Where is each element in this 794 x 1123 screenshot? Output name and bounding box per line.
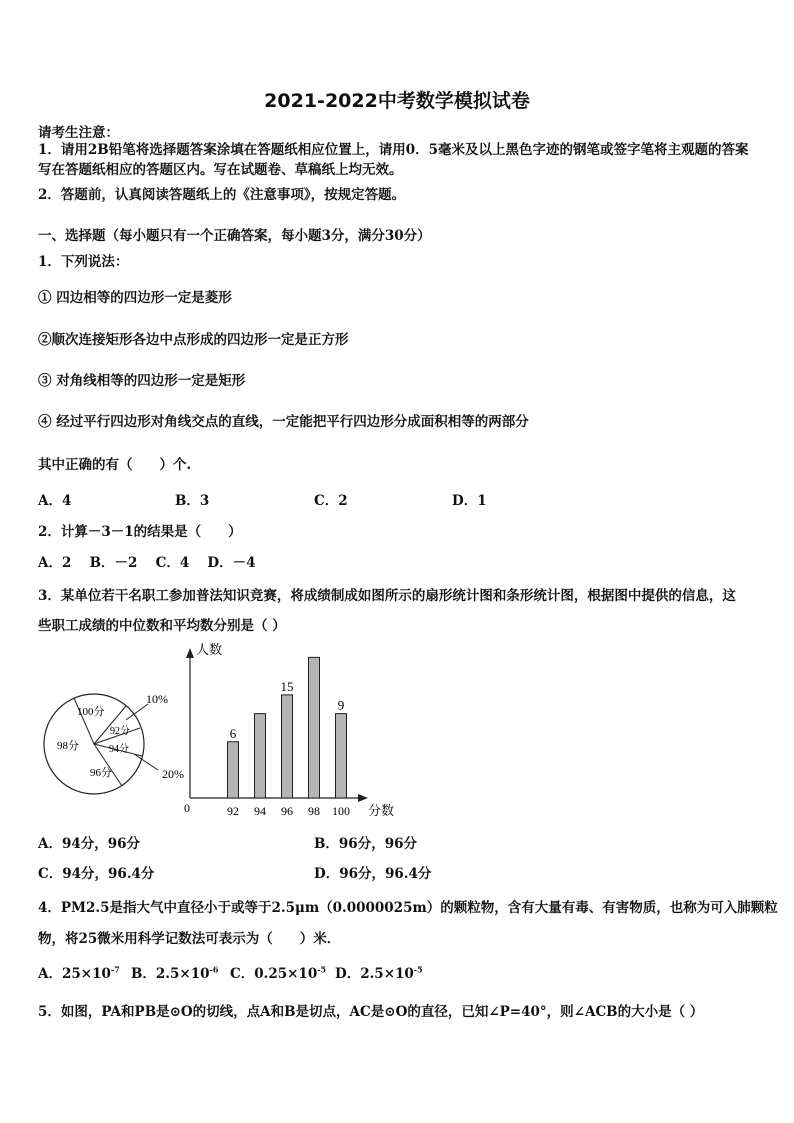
x-axis-label: 分数	[368, 803, 395, 818]
pie-label-100: 100分	[77, 706, 105, 718]
x-tick-92: 92	[227, 804, 239, 818]
q1-option-d: D．1	[452, 493, 487, 509]
bar-94	[255, 714, 266, 798]
pie-label-98: 98分	[57, 740, 79, 752]
callout-20-label: 20%	[162, 767, 184, 781]
q1-statement-3: ③ 对角线相等的四边形一定是矩形	[38, 373, 246, 389]
section-heading: 一、选择题（每小题只有一个正确答案，每小题3分，满分30分）	[38, 228, 431, 244]
data-label-96: 15	[280, 678, 294, 694]
origin-label: 0	[184, 801, 190, 815]
q1-option-c: C．2	[314, 493, 348, 509]
q4-stem-line-2: 物，将25微米用科学记数法可表示为（ ）米．	[38, 931, 341, 947]
q3-option-c: C．94分，96.4分	[38, 866, 155, 882]
pie-label-94: 94分	[109, 744, 129, 755]
q5-stem: 5．如图，PA和PB是⊙O的切线，点A和B是切点，AC是⊙O的直径，已知∠P=40°，则∠ACB的大小是（ ）	[38, 1004, 704, 1020]
q3-option-b: B．96分，96分	[314, 836, 417, 852]
pie-chart	[30, 680, 200, 810]
bar-98	[309, 657, 320, 798]
q1-statement-4: ④ 经过平行四边形对角线交点的直线，一定能把平行四边形分成面积相等的两部分	[38, 414, 529, 430]
data-label-92: 6	[229, 725, 237, 741]
q4-option-a: A．$25\times 10^{-7}$	[38, 964, 120, 982]
pie-label-92: 92分	[110, 726, 130, 737]
x-tick-98: 98	[308, 804, 320, 818]
q3-option-d: D．96分，96.4分	[314, 866, 432, 882]
x-tick-96: 96	[281, 804, 293, 818]
q2-stem: 2．计算－3－1的结果是（ ）	[38, 524, 242, 540]
callout-10-label: 10%	[146, 692, 168, 706]
q3-stem-line-1: 3．某单位若干名职工参加普法知识竞赛，将成绩制成如图所示的扇形统计图和条形统计图，根据图中提供的信息，这	[38, 588, 736, 604]
y-axis-label: 人数	[196, 642, 223, 657]
y-axis-arrow	[186, 648, 194, 658]
x-tick-94: 94	[254, 804, 266, 818]
notice-item-2: 2．答题前，认真阅读答题纸上的《注意事项》，按规定答题。	[38, 187, 406, 203]
q1-statement-2: ②顺次连接矩形各边中点形成的四边形一定是正方形	[38, 332, 349, 348]
pie-label-96: 96分	[90, 767, 112, 779]
q4-option-b: B．$2.5\times 10^{-6}$	[131, 964, 219, 982]
q1-option-b: B．3	[175, 493, 210, 509]
q1-statement-1: ① 四边相等的四边形一定是菱形	[38, 290, 232, 306]
q4-option-c: C．$0.25\times 10^{-5}$	[230, 964, 327, 982]
exam-title: 2021-2022中考数学模拟试卷	[264, 90, 530, 112]
q3-stem-line-2: 些职工成绩的中位数和平均数分别是（ ）	[38, 618, 286, 634]
pie-divider-1	[74, 698, 94, 744]
bar-chart	[178, 638, 408, 823]
notice-heading: 请考生注意：	[38, 125, 119, 141]
x-tick-100: 100	[332, 804, 350, 818]
x-axis-arrow	[358, 794, 368, 802]
q4-option-d: D．$2.5\times 10^{-5}$	[335, 964, 423, 982]
q4-stem-line-1: 4．PM2.5是指大气中直径小于或等于2.5μm（0.0000025m）的颗粒物，含有大量有毒、有害物质，也称为可入肺颗粒	[38, 900, 778, 916]
q3-option-a: A．94分，96分	[38, 836, 141, 852]
bar-92	[228, 742, 239, 798]
data-label-100: 9	[337, 697, 345, 713]
bar-100	[336, 714, 347, 798]
q2-options: A．2 B．－2 C．4 D．－4	[38, 555, 256, 571]
q1-stem: 1．下列说法：	[38, 254, 129, 270]
q1-ask: 其中正确的有（ ）个.	[38, 457, 192, 473]
notice-item-1: 1．请用2B铅笔将选择题答案涂填在答题纸相应位置上，请用0．5毫米及以上黑色字迹的钢笔或签字笔将主观题的答案写在答题纸相应的答题区内。写在试题卷、草稿纸上均无效。	[38, 142, 749, 178]
bar-96	[282, 695, 293, 798]
q1-option-a: A．4	[38, 493, 72, 509]
